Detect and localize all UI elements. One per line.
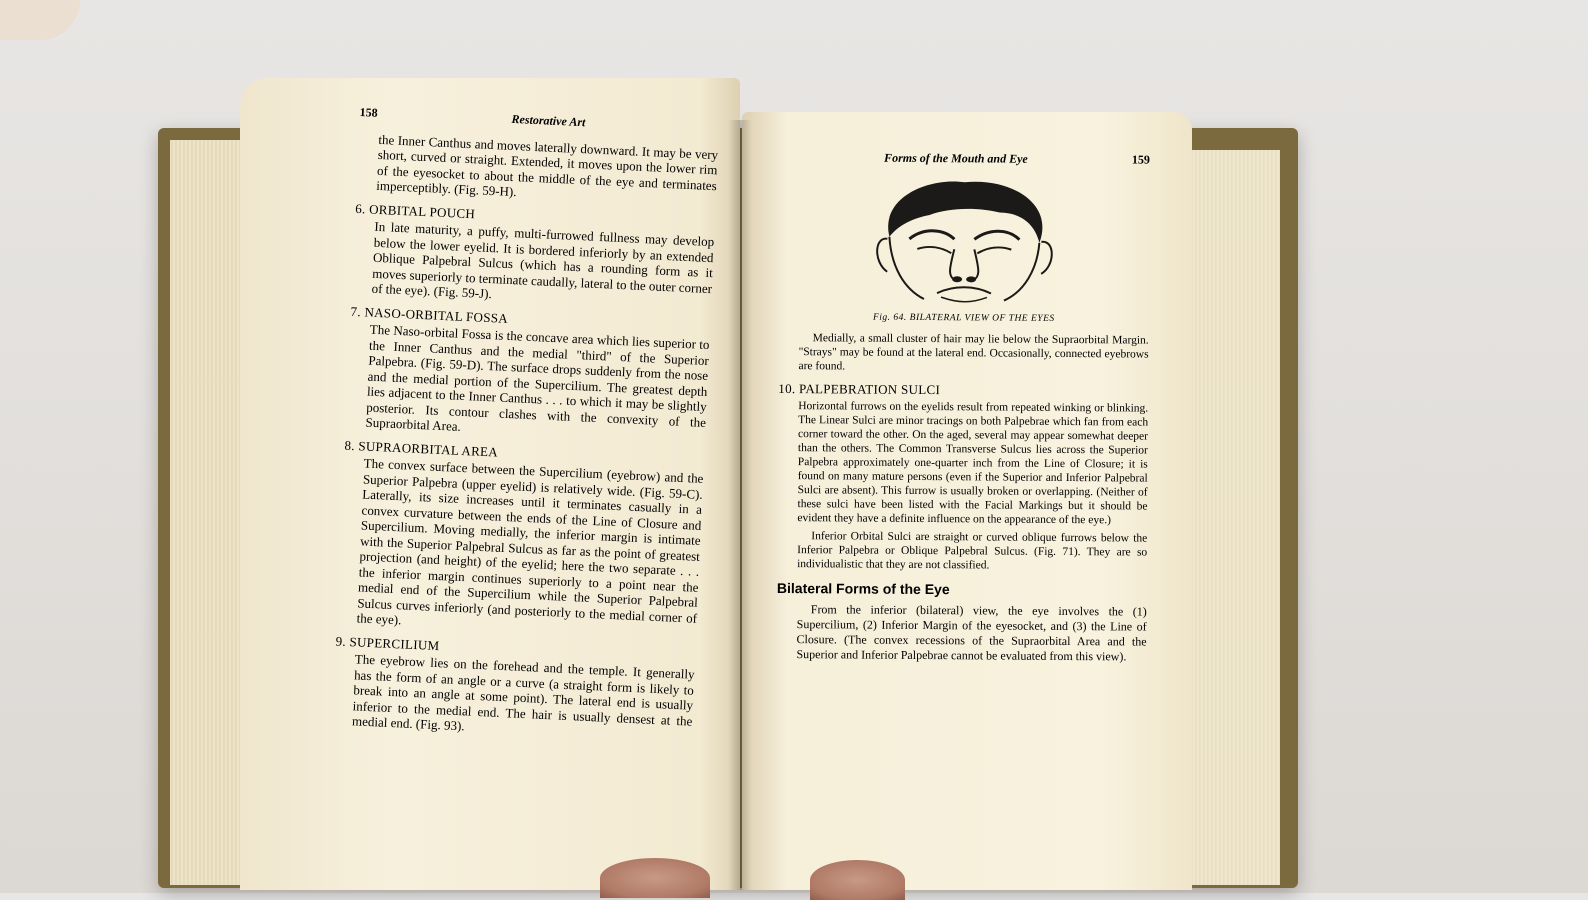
right-running-title: Forms of the Mouth and Eye xyxy=(884,150,1028,166)
eyebrow-hair-paragraph: Medially, a small cluster of hair may lie below the Supraorbital Margin. "Strays" may be found at the lateral end. Occasionally, connected eyebrows are found. xyxy=(798,332,1149,373)
finger-left xyxy=(600,858,710,898)
left-running-title: Restorative Art xyxy=(511,111,586,130)
section-body-supraorbital: The convex surface between the Supercilium (eyebrow) and the Superior Palpebra (upper eyelid) is relatively wide. (Fig. 59-C). Laterally, its size increases until it terminates casually in a convex curvature between the ends of the Line of Closure and Supercilium. Moving medially, the inferior margin is intimate with the Superior Palpebral Sulcus as far as the point of greatest projection (and height) of the eyelid; here the two separate . . . the inferior margin continues superiorly to a point near the medial end of the Supercilium while the Superior Palpebral Sulcus curves inferiorly (and posteriorly to the medial corner of the eye). xyxy=(356,455,704,628)
right-page-text xyxy=(776,150,1150,669)
left-intro-paragraph: the Inner Canthus and moves laterally downward. It may be very short, curved or straight. Extended, it moves upon the lower rim of the eyesocket to about the middle of the eye and terminates imperceptibly. (Fig. 59-H). xyxy=(376,131,719,200)
face-drawing-icon xyxy=(869,176,1060,307)
left-page-edges xyxy=(170,140,250,885)
tissue-corner xyxy=(0,0,80,40)
section-body-naso-orbital: The Naso-orbital Fossa is the concave area which lies superior to the Inner Canthus and the medial "third" of the Superior Palpebra. (Fig. 59-D). The surface drops suddenly from the nose and the medial portion of the Supercilium. The greatest depth lies adjacent to the Inner Canthus . . . to which it may be slightly posterior. Its contour clashes with the convexity of the Supraorbital Area. xyxy=(365,321,710,434)
face-illustration xyxy=(779,175,1150,327)
bilateral-forms-body: From the inferior (bilateral) view, the eye involves the (1) Supercilium, (2) Inferior Margin of the eyesocket, and (3) the Line of Closure. (The convex recessions of the Supraorbital Area and the Superior and Inferior Palpebrae cannot be evaluated from this view). xyxy=(796,602,1147,664)
right-page-edges xyxy=(1180,150,1280,885)
bilateral-forms-heading: Bilateral Forms of the Eye xyxy=(776,579,950,597)
section-body-supercilium: The eyebrow lies on the forehead and the temple. It generally has the form of an angle or a curve (a straight form is likely to break into an angle at some point). The lateral end is usually inferior to the medial end. The hair is usually densest at the medial end. (Fig. 93). xyxy=(351,651,695,734)
section-heading-naso-orbital: 7. NASO-ORBITAL FOSSA xyxy=(350,303,509,326)
section-heading-orbital-pouch: 6. ORBITAL POUCH xyxy=(354,200,476,221)
section-body-palpebration: Horizontal furrows on the eyelids result from repeated winking or blinking. The Linear Sulci are minor tracings on both Palpebrae which fan from each corner toward the other. On the aged, several may appear somewhat deeper than the others. The Common Transverse Sulcus lies across the Superior Palpebra approximately one-quarter inch from the Line of Closure; it is found on many mature persons (even if the Superior and Inferior Palpebral Sulci are absent). This furrow is usually broken or overlapping. (Neither of these sulci have been listed with the Facial Markings but it should be evident they have a definite influence on the appearance of the eye.) xyxy=(797,399,1149,526)
section-heading-palpebration: 10. PALPEBRATION SULCI xyxy=(778,380,941,398)
section-body-inferior-orbital: Inferior Orbital Sulci are straight or curved oblique furrows below the Inferior Palpebra or Oblique Palpebral Sulcus. (Fig. 71). They are so individualistic that they are not classified. xyxy=(797,529,1148,571)
right-page-header xyxy=(780,150,1150,168)
section-heading-supraorbital: 8. SUPRAORBITAL AREA xyxy=(344,437,499,460)
section-heading-supercilium: 9. SUPERCILIUM xyxy=(335,632,440,653)
section-body-orbital-pouch: In late maturity, a puffy, multi-furrowed fullness may develop below the lower eyelid. It is bordered inferiorly by an extended Oblique Palpebral Sulcus (which has a rounding form as it moves superiorly to terminate caudally, lateral to the outer corner of the eye). (Fig. 59-J). xyxy=(371,218,715,302)
right-page-number: 159 xyxy=(1131,152,1150,167)
left-page-number: 158 xyxy=(359,105,378,120)
book-spine-gutter xyxy=(728,120,752,890)
finger-right xyxy=(810,860,905,900)
figure-caption: Fig. 64. BILATERAL VIEW OF THE EYES xyxy=(872,312,1055,324)
left-page-text xyxy=(332,105,720,748)
